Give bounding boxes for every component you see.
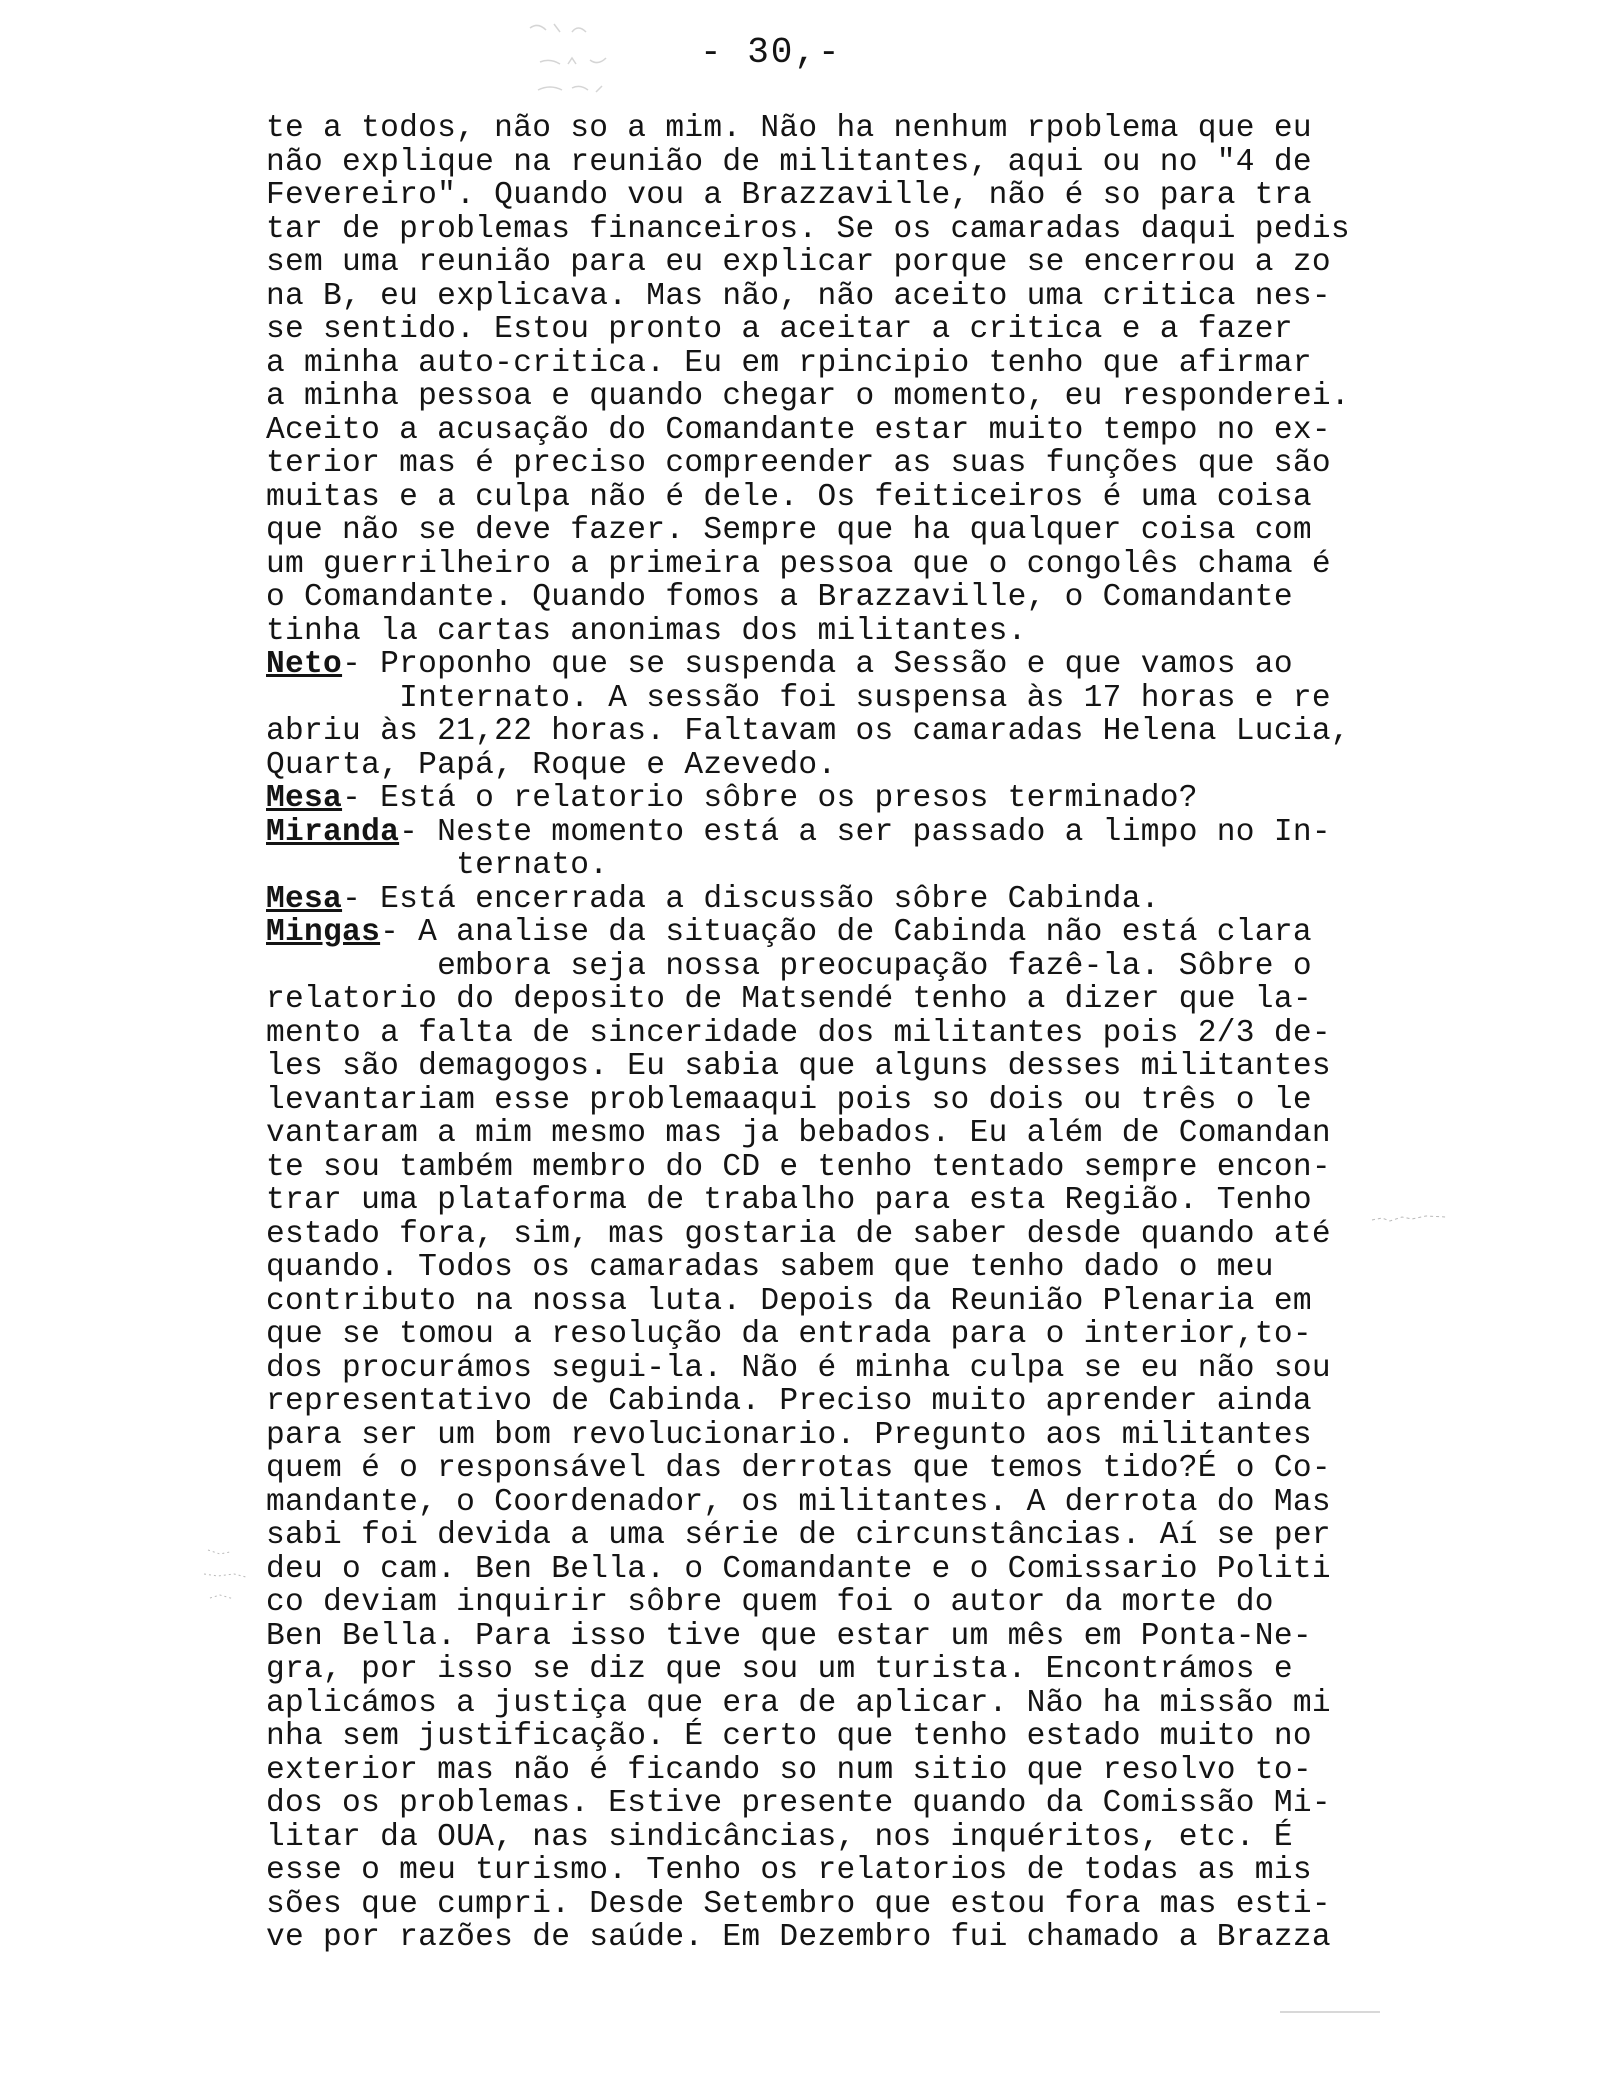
line-text: embora seja nossa preocupação fazê-la. Sôbre o <box>266 948 1312 984</box>
transcript-line <box>266 1620 1386 1654</box>
line-text: que não se deve fazer. Sempre que ha qualquer coisa com <box>266 513 1312 548</box>
transcript-line <box>266 849 1386 883</box>
line-text: exterior mas não é ficando so num sitio que resolvo to- <box>266 1752 1312 1788</box>
line-text: sem uma reunião para eu explicar porque se encerrou a zo <box>266 245 1331 280</box>
transcript-body <box>266 112 1386 1955</box>
transcript-line <box>266 1151 1386 1185</box>
line-text: ve por razões de saúde. Em Dezembro fui chamado a Brazza <box>266 1920 1331 1955</box>
line-text: abriu às 21,22 horas. Faltavam os camaradas Helena Lucia, <box>266 714 1350 749</box>
transcript-line <box>266 179 1386 213</box>
transcript-line <box>266 1352 1386 1386</box>
line-text: co deviam inquirir sôbre quem foi o autor da morte do <box>266 1585 1274 1620</box>
line-text: Ben Bella. Para isso tive que estar um mês em Ponta-Ne- <box>266 1618 1312 1654</box>
line-text: terior mas é preciso compreender as suas funções que são <box>266 446 1331 481</box>
line-text: les são demagogos. Eu sabia que alguns desses militantes <box>266 1049 1331 1084</box>
line-text: se sentido. Estou pronto a aceitar a critica e a fazer <box>266 312 1293 347</box>
transcript-line <box>266 581 1386 615</box>
transcript-line <box>266 1754 1386 1788</box>
line-text: a minha auto-critica. Eu em rpincipio tenho que afirmar <box>266 345 1312 381</box>
transcript-line <box>266 414 1386 448</box>
transcript-line <box>266 1318 1386 1352</box>
line-text: não explique na reunião de militantes, aqui ou no "4 de <box>266 144 1312 180</box>
speaker-name: Mesa <box>266 881 343 917</box>
line-text: - Está o relatorio sôbre os presos terminado? <box>342 781 1198 816</box>
faded-stamp-marks <box>520 14 660 104</box>
transcript-line <box>266 514 1386 548</box>
transcript-line <box>266 313 1386 347</box>
line-text: estado fora, sim, mas gostaria de saber desde quando até <box>266 1216 1331 1252</box>
transcript-line <box>266 983 1386 1017</box>
line-text: mandante, o Coordenador, os militantes. A derrota do Mas <box>266 1484 1331 1520</box>
transcript-line <box>266 1821 1386 1855</box>
transcript-line <box>266 280 1386 314</box>
line-text: para ser um bom revolucionario. Pregunto aos militantes <box>266 1417 1312 1453</box>
line-text: Aceito a acusação do Comandante estar muito tempo no ex- <box>266 412 1331 448</box>
line-text: ternato. <box>266 848 609 883</box>
transcript-line <box>266 1854 1386 1888</box>
line-text: nha sem justificação. É certo que tenho estado muito no <box>266 1719 1312 1754</box>
line-text: mento a falta de sinceridade dos militantes pois 2/3 de- <box>266 1015 1331 1051</box>
transcript-line <box>266 715 1386 749</box>
transcript-line <box>266 1519 1386 1553</box>
speaker-name: Mingas <box>266 915 381 950</box>
line-text: na B, eu explicava. Mas não, não aceito uma critica nes- <box>266 278 1331 314</box>
margin-mark-left <box>200 1540 260 1610</box>
transcript-line <box>266 1586 1386 1620</box>
transcript-line <box>266 950 1386 984</box>
transcript-line <box>266 1017 1386 1051</box>
transcript-line <box>266 1184 1386 1218</box>
line-text: vantaram a mim mesmo mas ja bebados. Eu além de Comandan <box>266 1116 1331 1151</box>
transcript-line <box>266 347 1386 381</box>
line-text: quem é o responsável das derrotas que temos tido?É o Co- <box>266 1451 1331 1486</box>
speaker-name: Miranda <box>266 814 400 850</box>
transcript-line <box>266 1486 1386 1520</box>
line-text: dos os problemas. Estive presente quando da Comissão Mi- <box>266 1786 1331 1821</box>
transcript-line <box>266 1720 1386 1754</box>
line-text: - Está encerrada a discussão sôbre Cabinda. <box>342 881 1160 917</box>
line-text: muitas e a culpa não é dele. Os feiticeiros é uma coisa <box>266 479 1312 515</box>
transcript-line <box>266 682 1386 716</box>
transcript-line <box>266 146 1386 180</box>
transcript-line <box>266 1921 1386 1955</box>
line-text: te a todos, não so a mim. Não ha nenhum rpoblema que eu <box>266 111 1312 146</box>
transcript-line <box>266 883 1386 917</box>
transcript-line <box>266 816 1386 850</box>
transcript-line <box>266 749 1386 783</box>
footer-rule <box>1280 2000 1390 2020</box>
line-text: levantariam esse problemaaqui pois so dois ou três o le <box>266 1082 1312 1118</box>
transcript-line <box>266 447 1386 481</box>
transcript-line <box>266 1385 1386 1419</box>
transcript-line <box>266 1218 1386 1252</box>
line-text: dos procurámos segui-la. Não é minha culpa se eu não sou <box>266 1350 1331 1386</box>
transcript-line <box>266 1653 1386 1687</box>
transcript-line <box>266 782 1386 816</box>
transcript-line <box>266 648 1386 682</box>
transcript-line <box>266 1050 1386 1084</box>
line-text: a minha pessoa e quando chegar o momento, eu responderei. <box>266 379 1350 414</box>
line-text: - A analise da situação de Cabinda não está clara <box>380 915 1312 950</box>
speaker-name: Neto <box>266 647 343 682</box>
line-text: - Neste momento está a ser passado a limpo no In- <box>399 814 1331 850</box>
line-text: tar de problemas financeiros. Se os camaradas daqui pedis <box>266 211 1350 247</box>
transcript-line <box>266 1787 1386 1821</box>
transcript-line <box>266 481 1386 515</box>
line-text: esse o meu turismo. Tenho os relatorios de todas as mis <box>266 1853 1312 1888</box>
line-text: gra, por isso se diz que sou um turista. Encontrámos e <box>266 1652 1293 1687</box>
line-text: relatorio do deposito de Matsendé tenho a dizer que la- <box>266 982 1312 1017</box>
transcript-line <box>266 1452 1386 1486</box>
line-text: tinha la cartas anonimas dos militantes. <box>266 613 1027 649</box>
line-text: um guerrilheiro a primeira pessoa que o congolês chama é <box>266 546 1331 582</box>
margin-mark-right <box>1370 1200 1450 1230</box>
transcript-line <box>266 615 1386 649</box>
line-text: trar uma plataforma de trabalho para esta Região. Tenho <box>266 1183 1312 1218</box>
line-text: - Proponho que se suspenda a Sessão e que vamos ao <box>342 647 1293 682</box>
transcript-line <box>266 916 1386 950</box>
line-text: litar da OUA, nas sindicâncias, nos inquéritos, etc. É <box>266 1819 1293 1855</box>
line-text: representativo de Cabinda. Preciso muito aprender ainda <box>266 1384 1312 1419</box>
line-text: Quarta, Papá, Roque e Azevedo. <box>266 747 837 783</box>
speaker-name: Mesa <box>266 781 343 816</box>
transcript-line <box>266 1251 1386 1285</box>
transcript-line <box>266 1084 1386 1118</box>
line-text: o Comandante. Quando fomos a Brazzaville, o Comandante <box>266 580 1293 615</box>
transcript-line <box>266 380 1386 414</box>
line-text: contributo na nossa luta. Depois da Reunião Plenaria em <box>266 1283 1312 1319</box>
transcript-line <box>266 246 1386 280</box>
line-text: que se tomou a resolução da entrada para o interior,to- <box>266 1317 1312 1352</box>
transcript-line <box>266 213 1386 247</box>
transcript-line <box>266 1687 1386 1721</box>
line-text: te sou também membro do CD e tenho tentado sempre encon- <box>266 1149 1331 1185</box>
line-text: Fevereiro". Quando vou a Brazzaville, não é so para tra <box>266 178 1312 213</box>
line-text: quando. Todos os camaradas sabem que tenho dado o meu <box>266 1250 1274 1285</box>
line-text: Internato. A sessão foi suspensa às 17 horas e re <box>266 680 1331 716</box>
transcript-line <box>266 1285 1386 1319</box>
line-text: sabi foi devida a uma série de circunstâncias. Aí se per <box>266 1518 1331 1553</box>
transcript-line <box>266 1117 1386 1151</box>
line-text: sões que cumpri. Desde Setembro que estou fora mas esti- <box>266 1886 1331 1922</box>
line-text: aplicámos a justiça que era de aplicar. Não ha missão mi <box>266 1685 1331 1721</box>
transcript-line <box>266 1888 1386 1922</box>
line-text: deu o cam. Ben Bella. o Comandante e o Comissario Politi <box>266 1551 1331 1587</box>
transcript-line <box>266 548 1386 582</box>
transcript-line <box>266 112 1386 146</box>
page-number: - 30,- <box>700 32 842 73</box>
transcript-line <box>266 1553 1386 1587</box>
transcript-line <box>266 1419 1386 1453</box>
